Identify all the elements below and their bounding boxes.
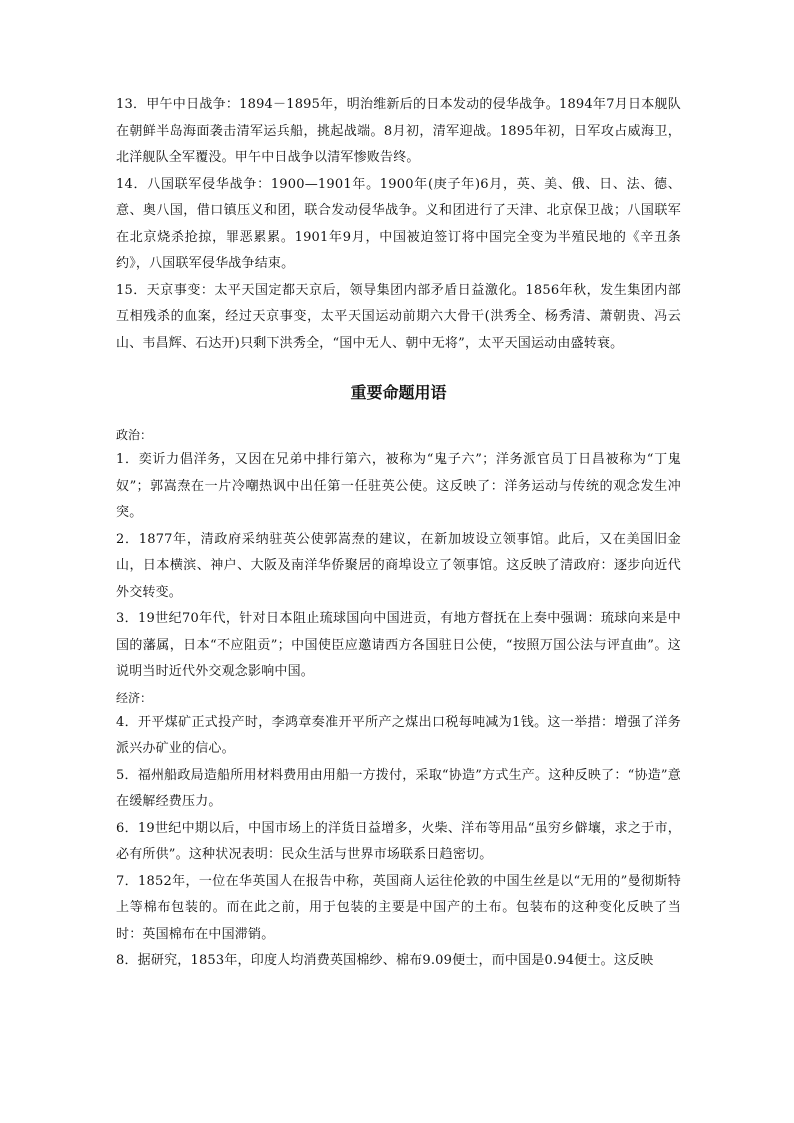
politics-item-1: 1．奕䜣力倡洋务，又因在兄弟中排行第六，被称为“鬼子六”；洋务派官员丁日昌被称为“丁鬼奴”；郭嵩焘在一片冷嘲热讽中出任第一任驻英公使。这反映了：洋务运动与传统的观念发生冲突。 (116, 452, 681, 520)
economy-heading: 经济： (116, 690, 153, 705)
politics-heading: 政治： (116, 428, 153, 442)
economy-item-6: 6．19世纪中期以后，中国市场上的洋货日益增多，火柴、洋布等用品“虽穷乡僻壤，求之于市，必有所供”。这种状况表明：民众生活与世界市场联系日趋密切。 (116, 820, 681, 862)
politics-item-3: 3．19世纪70年代，针对日本阻止琉球国向中国进贡，有地方督抚在上奏中强调：琉球向来是中国的藩属，日本“不应阻贡”；中国使臣应邀请西方各国驻日公使，“按照万国公法与评直曲”。这说明当时近代外交观念影响中国。 (116, 611, 681, 679)
economy-item-7: 7．1852年，一位在华英国人在报告中称，英国商人运往伦敦的中国生丝是以“无用的”曼彻斯特上等棉布包装的。而在此之前，用于包装的主要是中国产的土布。包装布的这种变化反映了当时：英国棉布在中国滞销。 (116, 873, 681, 942)
economy-item-4: 4．开平煤矿正式投产时，李鸿章奏准开平所产之煤出口税每吨减为1钱。这一举措：增强了洋务派兴办矿业的信心。 (116, 714, 681, 756)
economy-item-8: 8．据研究，1853年，印度人均消费英国棉纱、棉布9.09便士，而中国是0.94便士。这反映 (116, 953, 654, 968)
document-page (116, 92, 681, 975)
history-item-15: 15．天京事变：太平天国定都天京后，领导集团内部矛盾日益激化。1856年秋，发生集团内部互相残杀的血案，经过天京事变，太平天国运动前期六大骨干(洪秀全、杨秀清、萧朝贵、冯云山、韦昌辉、石达开)只剩下洪秀全，“国中无人、朝中无将”，太平天国运动由盛转衰。 (116, 282, 681, 351)
history-item-14: 14．八国联军侵华战争：1900—1901年。1900年(庚子年)6月，英、美、俄、日、法、德、意、奥八国，借口镇压义和团，联合发动侵华战争。义和团进行了天津、北京保卫战；八国联军在北京烧杀抢掠，罪恶累累。1901年9月，中国被迫签订将中国完全变为半殖民地的《辛丑条约》，八国联军侵华战争结束。 (116, 176, 681, 271)
history-item-13: 13．甲午中日战争：1894－1895年，明治维新后的日本发动的侵华战争。1894年7月日本舰队在朝鲜半岛海面袭击清军运兵船，挑起战端。8月初，清军迎战。1895年初，日军攻占威海卫，北洋舰队全军覆没。甲午中日战争以清军惨败告终。 (116, 97, 681, 165)
section-title: 重要命题用语 (350, 383, 447, 402)
politics-item-2: 2．1877年，清政府采纳驻英公使郭嵩焘的建议，在新加坡设立领事馆。此后，又在美国旧金山，日本横滨、神户、大阪及南洋华侨聚居的商埠设立了领事馆。这反映了清政府：逐步向近代外交转变。 (116, 531, 681, 600)
economy-item-5: 5．福州船政局造船所用材料费用由用船一方拨付，采取“协造”方式生产。这种反映了：“协造”意在缓解经费压力。 (116, 767, 681, 809)
